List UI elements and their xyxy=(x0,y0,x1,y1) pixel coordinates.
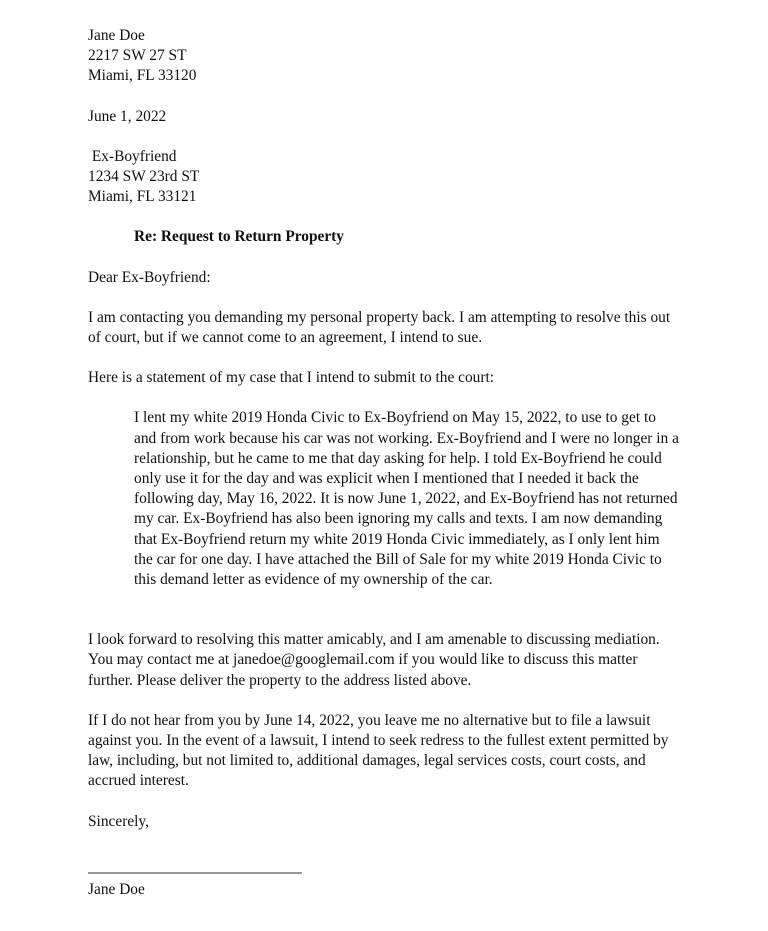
recipient-address-block xyxy=(88,147,681,208)
spacer-after-salutation xyxy=(88,288,681,308)
spacer-after-paragraph-3 xyxy=(88,691,681,711)
sender-city-state-zip: Miami, FL 33120 xyxy=(88,67,197,85)
salutation: Dear Ex-Boyfriend: xyxy=(88,268,211,286)
body-paragraph-1: I am contacting you demanding my personal property back. I am attempting to resolve this out of court, but if we cannot come to an agreement, I intend to sue. xyxy=(88,308,671,347)
spacer-before-closing xyxy=(88,792,681,812)
spacer-after-date xyxy=(88,127,681,147)
spacer-after-paragraph-1 xyxy=(88,348,681,368)
spacer-before-subject xyxy=(88,207,681,227)
subject-line: Re: Request to Return Property xyxy=(134,228,345,246)
spacer-after-subject xyxy=(88,248,681,268)
spacer-after-sender xyxy=(88,87,681,107)
closing-salutation: Sincerely, xyxy=(88,812,149,830)
recipient-street: 1234 SW 23rd ST xyxy=(88,168,200,186)
recipient-name: Ex-Boyfriend xyxy=(88,147,177,165)
letter-date: June 1, 2022 xyxy=(88,107,167,125)
sender-street: 2217 SW 27 ST xyxy=(88,47,187,65)
sender-name: Jane Doe xyxy=(88,27,145,44)
spacer-before-statement xyxy=(88,388,681,408)
signature-name: Jane Doe xyxy=(88,880,145,898)
body-paragraph-2: Here is a statement of my case that I intend to submit to the court: xyxy=(88,369,495,387)
body-paragraph-3: I look forward to resolving this matter amicably, and I am amenable to discussing mediation. You may contact me at janedoe@googlemail.com if you would like to discuss this matter further. Please deliver the property to the address listed above. xyxy=(88,631,660,689)
spacer-after-statement xyxy=(88,590,681,630)
body-paragraph-4: If I do not hear from you by June 14, 2022, you leave me no alternative but to file a lawsuit against you. In the event of a lawsuit, I intend to seek redress to the fullest extent permitted by law, including, but not limited to, additional damages, legal services costs, court costs, and accrued interest. xyxy=(88,711,669,790)
statement-block-quote: I lent my white 2019 Honda Civic to Ex-Boyfriend on May 15, 2022, to use to get to and from work because his car was not working. Ex-Boyfriend and I were no longer in a relationship, but he came to me that day asking for help. I told Ex-Boyfriend he could only use it for the day and was explicit when I mentioned that I needed it back the following day, May 16, 2022. It is now June 1, 2022, and Ex-Boyfriend has not returned my car. Ex-Boyfriend has also been ignoring my calls and texts. I am now demanding that Ex-Boyfriend return my white 2019 Honda Civic immediately, as I only lent him the car for one day. I have attached the Bill of Sale for my white 2019 Honda Civic to this demand letter as evidence of my ownership of the car. xyxy=(134,409,679,589)
sender-address-block xyxy=(88,26,681,87)
spacer-signature-area xyxy=(88,832,681,872)
recipient-city-state-zip: Miami, FL 33121 xyxy=(88,188,197,206)
